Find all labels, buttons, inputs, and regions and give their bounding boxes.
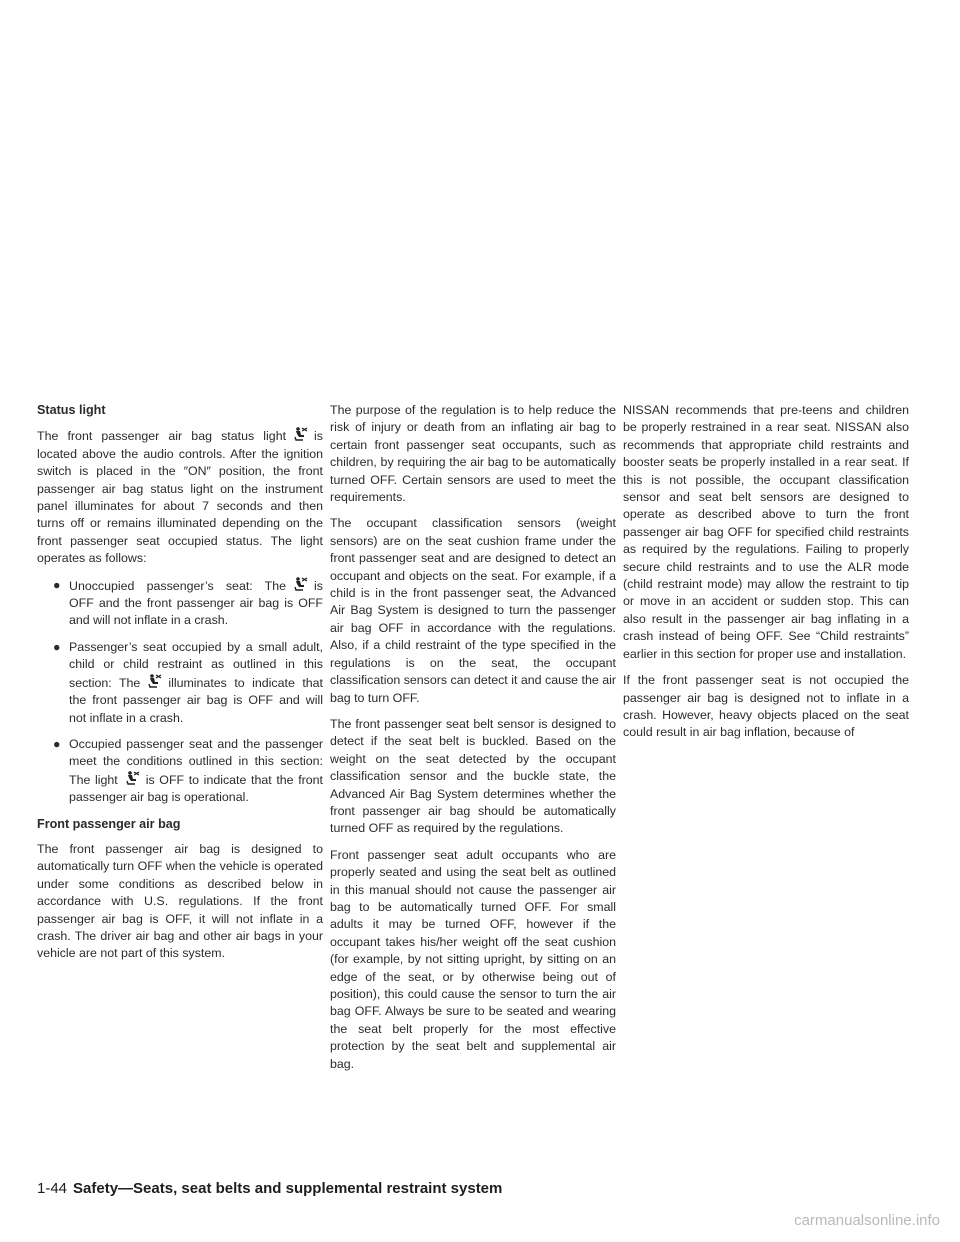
column-2: [330, 402, 616, 1082]
paragraph: If the front passenger seat is not occupied the passenger air bag is designed not to inflate in a crash. However, heavy objects placed on the seat could result in air bag inflation, because of: [623, 673, 909, 740]
status-bullet-occupied: ● Occupied passenger seat and the passenger meet the conditions outlined in this section: The light is OFF to indicate that the front passenger air bag is operational.: [53, 736, 323, 805]
bullet-dot: ●: [53, 736, 61, 751]
passenger-air-bag-off-icon: [124, 771, 140, 785]
passenger-air-bag-off-icon: [292, 427, 308, 441]
status-bullet-unoccupied: ● Unoccupied passenger’s seat: The is OFF and the front passenger air bag is OFF and will not inflate in a crash.: [53, 577, 323, 628]
status-light-intro: The front passenger air bag status light is located above the audio controls. After the ignition switch is placed in the ″ON″ position, the front passenger air bag status light on the instrument panel illuminates for about 7 seconds and then turns off or remains illuminated depending on the front passenger seat occupied status. The light operates as follows:: [37, 429, 323, 566]
status-bullet-small-adult: ● Passenger’s seat occupied by a small adult, child or child restraint as outlined in this section: The illuminates to indicate that the front passenger air bag is OFF and will not inflate in a crash.: [53, 639, 323, 725]
watermark: carmanualsonline.info: [794, 1212, 940, 1229]
page-footer: [37, 1180, 502, 1197]
section-title: Safety—Seats, seat belts and supplemental restraint system: [73, 1180, 503, 1197]
passenger-air-bag-off-icon: [146, 674, 162, 688]
column-1: [37, 402, 323, 972]
bullet-dot: ●: [53, 577, 61, 592]
front-air-bag-heading: Front passenger air bag: [37, 816, 181, 831]
paragraph: The occupant classification sensors (weight sensors) are on the seat cushion frame under the front passenger seat and are designed to detect an occupant and objects on the seat. For example, if a child is in the front passenger seat, the Advanced Air Bag System is designed to turn the passenger air bag OFF in accordance with the regulations. Also, if a child restraint of the type specified in the regulations is on the seat, the occupant classification sensors can detect it and cause the air bag to turn OFF.: [330, 516, 616, 705]
paragraph: The front passenger air bag is designed to automatically turn OFF when the vehicle is operated under some conditions as described below in accordance with U.S. regulations. If the front passenger air bag is OFF, it will not inflate in a crash. The driver air bag and other air bags in your vehicle are not part of this system.: [37, 841, 323, 961]
paragraph: The purpose of the regulation is to help reduce the risk of injury or death from an inflating air bag to certain front passenger seat occupants, such as children, by requiring the air bag to be automatically turned OFF. Certain sensors are used to meet the requirements.: [330, 403, 616, 505]
status-light-heading: Status light: [37, 403, 106, 417]
page-number: 1-44: [37, 1180, 68, 1197]
column-3: [623, 402, 909, 751]
paragraph: NISSAN recommends that pre-teens and children be properly restrained in a rear seat. NISSAN also recommends that appropriate child restraints and booster seats be properly installed in a rear seat. If this is not possible, the occupant classification sensor and seat belt sensors are designed to operate as described above to turn the front passenger air bag OFF for specified child restraints as required by the regulations. Failing to properly secure child restraints and to use the ALR mode (child restraint mode) may allow the restraint to tip or move in an accident or sudden stop. This can also result in the passenger air bag inflating in a crash instead of being OFF. See “Child restraints” earlier in this section for proper use and installation.: [623, 403, 909, 661]
paragraph: The front passenger seat belt sensor is designed to detect if the seat belt is buckled. Based on the weight on the seat detected by the occupant classification sensor and the buckle state, the Advanced Air Bag System determines whether the front passenger air bag should be automatically turned OFF as required by the regulations.: [330, 716, 616, 836]
paragraph: Front passenger seat adult occupants who are properly seated and using the seat belt as outlined in this manual should not cause the passenger air bag to be automatically turned OFF. For small adults it may be turned OFF, however if the occupant takes his/her weight off the seat cushion (for example, by not sitting upright, by sitting on an edge of the seat, or by otherwise being out of position), this could cause the sensor to turn the air bag OFF. Always be sure to be seated and wearing the seat belt properly for the most effective protection by the seat belt and supplemental air bag.: [330, 847, 616, 1071]
passenger-air-bag-off-icon: [292, 577, 308, 591]
bullet-dot: ●: [53, 639, 61, 654]
